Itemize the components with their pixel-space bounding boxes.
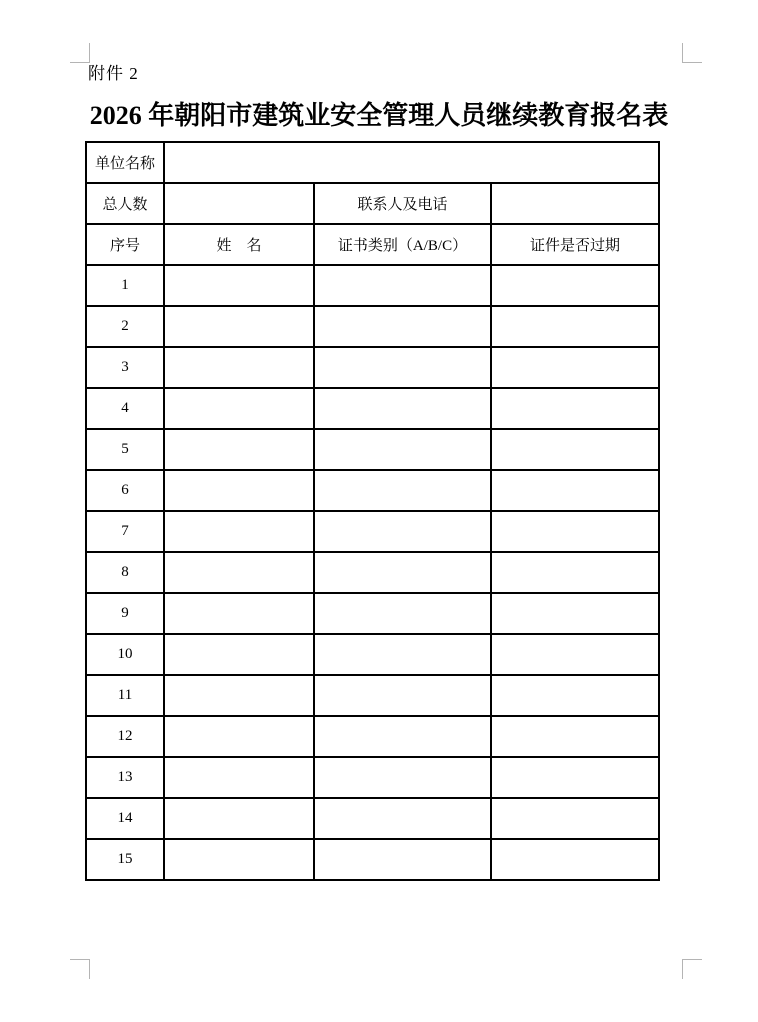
cert-type-input-cell[interactable]: [314, 511, 491, 552]
row-number: 1: [86, 265, 164, 306]
row-number: 5: [86, 429, 164, 470]
name-input-cell[interactable]: [164, 265, 314, 306]
row-number: 9: [86, 593, 164, 634]
table-row: [86, 798, 659, 839]
crop-mark-top-left: [70, 43, 90, 63]
table-row: [86, 839, 659, 880]
table-row: [86, 470, 659, 511]
row-number: 13: [86, 757, 164, 798]
column-header-cert-type: 证书类别（A/B/C）: [314, 224, 491, 265]
unit-name-row: [86, 142, 659, 183]
cert-type-input-cell[interactable]: [314, 716, 491, 757]
cert-expired-input-cell[interactable]: [491, 429, 659, 470]
cert-expired-input-cell[interactable]: [491, 675, 659, 716]
column-header-index: 序号: [86, 224, 164, 265]
name-input-cell[interactable]: [164, 306, 314, 347]
name-input-cell[interactable]: [164, 675, 314, 716]
name-input-cell[interactable]: [164, 388, 314, 429]
name-input-cell[interactable]: [164, 757, 314, 798]
row-number: 12: [86, 716, 164, 757]
contact-input-cell[interactable]: [491, 183, 659, 224]
registration-table: [85, 141, 660, 881]
unit-name-input-cell[interactable]: [164, 142, 659, 183]
table-row: [86, 757, 659, 798]
total-count-label: 总人数: [86, 183, 164, 224]
cert-expired-input-cell[interactable]: [491, 388, 659, 429]
row-number: 10: [86, 634, 164, 675]
cert-expired-input-cell[interactable]: [491, 552, 659, 593]
name-input-cell[interactable]: [164, 716, 314, 757]
name-input-cell[interactable]: [164, 429, 314, 470]
cert-type-input-cell[interactable]: [314, 265, 491, 306]
row-number: 14: [86, 798, 164, 839]
table-row: [86, 347, 659, 388]
cert-expired-input-cell[interactable]: [491, 511, 659, 552]
row-number: 4: [86, 388, 164, 429]
crop-mark-top-right: [682, 43, 702, 63]
cert-type-input-cell[interactable]: [314, 798, 491, 839]
table-row: [86, 593, 659, 634]
cert-expired-input-cell[interactable]: [491, 798, 659, 839]
name-input-cell[interactable]: [164, 798, 314, 839]
row-number: 15: [86, 839, 164, 880]
unit-name-label: 单位名称: [86, 142, 164, 183]
cert-expired-input-cell[interactable]: [491, 593, 659, 634]
attachment-label: 附件 2: [88, 64, 139, 83]
cert-expired-input-cell[interactable]: [491, 634, 659, 675]
cert-expired-input-cell[interactable]: [491, 839, 659, 880]
cert-type-input-cell[interactable]: [314, 388, 491, 429]
row-number: 11: [86, 675, 164, 716]
table-row: [86, 552, 659, 593]
name-input-cell[interactable]: [164, 347, 314, 388]
cert-expired-input-cell[interactable]: [491, 347, 659, 388]
cert-expired-input-cell[interactable]: [491, 716, 659, 757]
name-input-cell[interactable]: [164, 839, 314, 880]
column-header-row: [86, 224, 659, 265]
cert-type-input-cell[interactable]: [314, 552, 491, 593]
table-row: [86, 388, 659, 429]
page-title: 2026 年朝阳市建筑业安全管理人员继续教育报名表: [89, 101, 669, 130]
row-number: 3: [86, 347, 164, 388]
total-count-input-cell[interactable]: [164, 183, 314, 224]
table-row: [86, 716, 659, 757]
cert-expired-input-cell[interactable]: [491, 757, 659, 798]
name-input-cell[interactable]: [164, 593, 314, 634]
table-row: [86, 675, 659, 716]
table-row: [86, 511, 659, 552]
table-row: [86, 429, 659, 470]
cert-type-input-cell[interactable]: [314, 306, 491, 347]
name-input-cell[interactable]: [164, 634, 314, 675]
row-number: 2: [86, 306, 164, 347]
total-contact-row: [86, 183, 659, 224]
cert-type-input-cell[interactable]: [314, 675, 491, 716]
table-row: [86, 634, 659, 675]
name-input-cell[interactable]: [164, 511, 314, 552]
name-input-cell[interactable]: [164, 470, 314, 511]
cert-type-input-cell[interactable]: [314, 593, 491, 634]
row-number: 8: [86, 552, 164, 593]
cert-type-input-cell[interactable]: [314, 839, 491, 880]
crop-mark-bottom-right: [682, 959, 702, 979]
contact-label: 联系人及电话: [314, 183, 491, 224]
table-row: [86, 265, 659, 306]
row-number: 7: [86, 511, 164, 552]
cert-expired-input-cell[interactable]: [491, 265, 659, 306]
table-row: [86, 306, 659, 347]
cert-type-input-cell[interactable]: [314, 429, 491, 470]
cert-expired-input-cell[interactable]: [491, 470, 659, 511]
column-header-name: 姓 名: [164, 224, 314, 265]
cert-type-input-cell[interactable]: [314, 470, 491, 511]
name-input-cell[interactable]: [164, 552, 314, 593]
row-number: 6: [86, 470, 164, 511]
cert-type-input-cell[interactable]: [314, 757, 491, 798]
cert-expired-input-cell[interactable]: [491, 306, 659, 347]
cert-type-input-cell[interactable]: [314, 347, 491, 388]
cert-type-input-cell[interactable]: [314, 634, 491, 675]
crop-mark-bottom-left: [70, 959, 90, 979]
column-header-cert-expired: 证件是否过期: [491, 224, 659, 265]
